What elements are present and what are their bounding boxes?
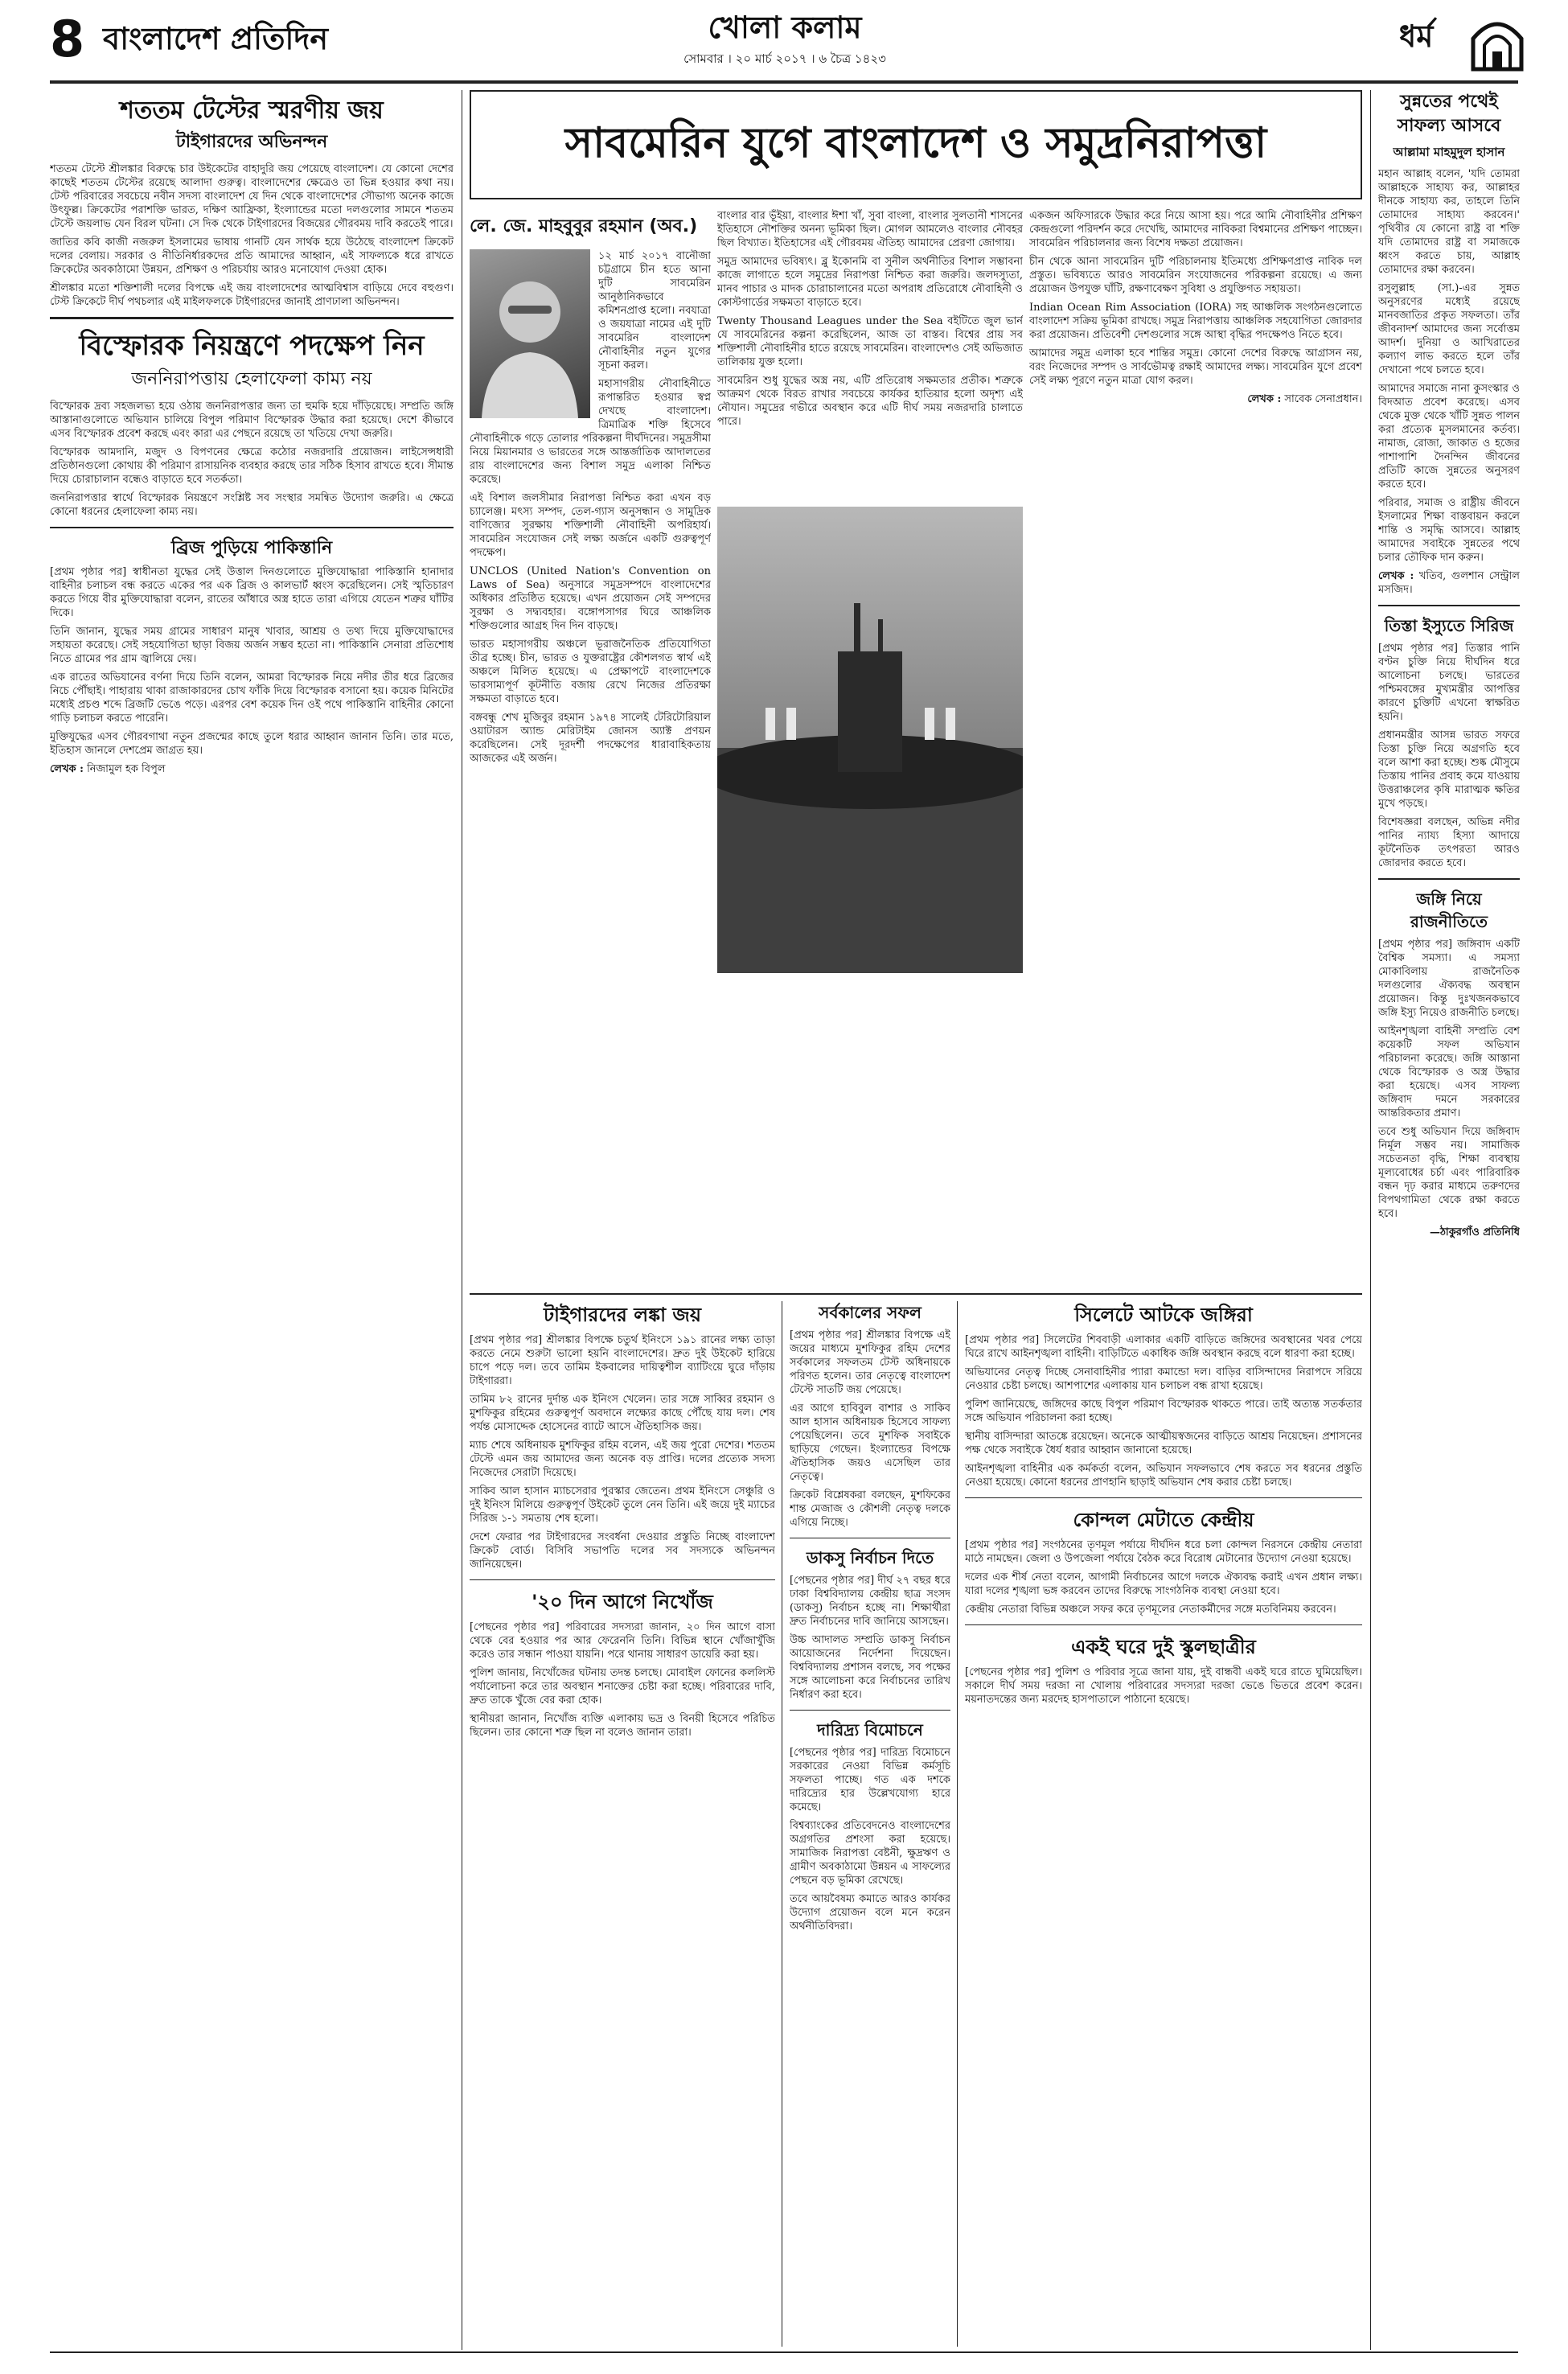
paragraph: [প্রথম পৃষ্ঠার পর] স্বাধীনতা যুদ্ধের সেই উত্তাল দিনগুলোতে মুক্তিযোদ্ধারা পাকিস্তানি হানাদার বাহিনীর চলাচল বন্ধ করতে একের পর এক ব্রিজ ও কালভার্ট ধ্বংস করেছিলেন। সেই স্মৃতিচারণ করতে গিয়ে বীর মুক্তিযোদ্ধারা বলেন, রাতের আঁধারে অস্ত্র হাতে তারা এগিয়ে যেতেন শত্রুর ঘাঁটির দিকে। [50,566,454,619]
paragraph: [পেছনের পৃষ্ঠার পর] দারিদ্র্য বিমোচনে সরকারের নেওয়া বিভিন্ন কর্মসূচি সফলতা পাচ্ছে। গত এক দশকে দারিদ্র্যের হার উল্লেখযোগ্য হারে কমেছে। [790,1747,950,1813]
credit-label: লেখক : [1378,570,1414,582]
bottom-col-a [470,1301,775,2347]
story-rule [1378,605,1520,606]
story-headline: একই ঘরে দুই স্কুলছাত্রীর [1071,1636,1256,1658]
paragraph: সাকিব আল হাসান ম্যাচসেরার পুরস্কার জেতেন। প্রথম ইনিংসে সেঞ্চুরি ও দুই ইনিংস মিলিয়ে গুরুত্বপূর্ণ উইকেট তুলে নেন তিনি। এই জয়ে দুই ম্যাচের সিরিজ ১-১ সমতায় শেষ হলো। [470,1485,775,1525]
story-headline: সিলেটে আটকে জঙ্গিরা [1074,1304,1253,1326]
paragraph: ভারত মহাসাগরীয় অঞ্চলে ভূরাজনৈতিক প্রতিযোগিতা তীব্র হচ্ছে। চীন, ভারত ও যুক্তরাষ্ট্রের কৌশলগত স্বার্থ এই অঞ্চলে মিলিত হয়েছে। এ প্রেক্ষাপটে বাংলাদেশকে ভারসাম্যপূর্ণ কূটনীতি বজায় রেখে নিজের প্রতিরক্ষা সক্ষমতা বাড়াতে হবে। [470,639,711,705]
paragraph: অভিযানের নেতৃত্ব দিচ্ছে সেনাবাহিনীর প্যারা কমান্ডো দল। বাড়ির বাসিন্দাদের নিরাপদে সরিয়ে নেওয়ার চেষ্টা চলছে। আশপাশের এলাকায় যান চলাচল বন্ধ রাখা হয়েছে। [965,1366,1362,1392]
paragraph: ক্রিকেট বিশ্লেষকরা বলছেন, মুশফিকের শান্ত মেজাজ ও কৌশলী নেতৃত্ব দলকে এগিয়ে নিচ্ছে। [790,1489,950,1529]
story-headline: সুন্নতের পথেই সাফল্য আসবে [1397,92,1501,136]
paragraph: আমাদের সমুদ্র এলাকা হবে শান্তির সমুদ্র। কোনো দেশের বিরুদ্ধে আগ্রাসন নয়, বরং নিজেদের সম্পদ ও সার্বভৌমত্ব রক্ষাই আমাদের লক্ষ্য। সাবমেরিন যুগে প্রবেশ সেই লক্ষ্য পূরণে নতুন মাত্রা যোগ করল। [1029,347,1362,387]
submarine-icon [717,507,1023,973]
paragraph: আইনশৃঙ্খলা বাহিনী সম্প্রতি বেশ কয়েকটি সফল অভিযান পরিচালনা করেছে। জঙ্গি আস্তানা থেকে বিস্ফোরক ও অস্ত্র উদ্ধার করা হয়েছে। এসব সাফল্য জঙ্গিবাদ দমনে সরকারের আন্তরিকতার প্রমাণ। [1378,1025,1520,1119]
story-headline: তিস্তা ইস্যুতে সিরিজ [1384,616,1514,635]
story-rule [50,317,454,319]
paragraph: জননিরাপত্তার স্বার্থে বিস্ফোরক নিয়ন্ত্রণে সংশ্লিষ্ট সব সংস্থার সমন্বিত উদ্যোগ জরুরি। এ ক্ষেত্রে কোনো ধরনের হেলাফেলা কাম্য নয়। [50,492,454,518]
story-headline: শততম টেস্টের স্মরণীয় জয় [120,97,384,125]
paragraph: UNCLOS (United Nation's Convention on Laws of Sea) অনুসারে সমুদ্রসম্পদে বাংলাদেশের অধিকার প্রতিষ্ঠিত হয়েছে। এখন প্রয়োজন সেই সম্পদের সুরক্ষা ও সদ্ব্যবহার। বঙ্গোপসাগর ঘিরে আঞ্চলিক শক্তিগুলোর আগ্রহ দিন দিন বাড়ছে। [470,565,711,632]
paragraph: রসুলুল্লাহ (সা.)-এর সুন্নত অনুসরণের মধ্যেই রয়েছে মানবজাতির প্রকৃত সফলতা। তাঁর জীবনাদর্শ আমাদের জন্য সর্বোত্তম আদর্শ। দুনিয়া ও আখিরাতের কল্যাণ লাভ করতে হলে তাঁর দেখানো পথে চলতে হবে। [1378,282,1520,376]
paragraph: [পেছনের পৃষ্ঠার পর] দীর্ঘ ২৭ বছর ধরে ঢাকা বিশ্ববিদ্যালয় কেন্দ্রীয় ছাত্র সংসদ (ডাকসু) নির্বাচন হচ্ছে না। শিক্ষার্থীরা দ্রুত নির্বাচনের দাবি জানিয়ে আসছেন। [790,1575,950,1628]
paragraph: শ্রীলঙ্কার মতো শক্তিশালী দলের বিপক্ষে এই জয় বাংলাদেশের আত্মবিশ্বাস বাড়িয়ে দেবে বহুগুণ। টেস্ট ক্রিকেটে দীর্ঘ পথচলার এই মাইলফলকে টাইগারদের জানাই প্রাণঢালা অভিনন্দন। [50,282,454,308]
paragraph: পুলিশ জানিয়েছে, জঙ্গিদের কাছে বিপুল পরিমাণ বিস্ফোরক থাকতে পারে। তাই অত্যন্ত সতর্কতার সঙ্গে অভিযান পরিচালনা করা হচ্ছে। [965,1399,1362,1424]
paragraph: কেন্দ্রীয় নেতারা বিভিন্ন অঞ্চলে সফর করে তৃণমূলের নেতাকর্মীদের সঙ্গে মতবিনিময় করবেন। [965,1604,1336,1616]
main-col-3 [1029,209,1362,1287]
paragraph: বিস্ফোরক দ্রব্য সহজলভ্য হয়ে ওঠায় জননিরাপত্তার জন্য তা হুমকি হয়ে দাঁড়িয়েছে। সম্প্রতি জঙ্গি আস্তানাগুলোতে অভিযান চালিয়ে বিপুল পরিমাণ বিস্ফোরক উদ্ধার করা হয়েছে। দেশে কীভাবে এসব বিস্ফোরক প্রবেশ করছে এবং কারা এর পেছনে রয়েছে তা খতিয়ে দেখা জরুরি। [50,400,454,440]
paragraph: ম্যাচ শেষে অধিনায়ক মুশফিকুর রহিম বলেন, এই জয় পুরো দেশের। শততম টেস্টে এমন জয় আমাদের জন্য অনেক বড় প্রাপ্তি। দলের প্রত্যেক সদস্য নিজেদের সেরাটা দিয়েছে। [470,1440,775,1479]
credit-text: খতিব, গুলশান সেন্ট্রাল মসজিদ। [1378,570,1520,596]
story-rule [1378,878,1520,880]
credit-text: সাবেক সেনাপ্রধান। [1284,393,1362,405]
paragraph: মহান আল্লাহ বলেন, 'যদি তোমরা আল্লাহকে সাহায্য কর, আল্লাহর দীনকে সাহায্য কর, তাহলে তিনি তোমাদের সাহায্য করবেন।' পৃথিবীর যে কোনো রাষ্ট্র বা শক্তি যদি তোমাদের রাষ্ট্র বা সমাজকে ধ্বংস করতে চায়, আল্লাহ তোমাদের রক্ষা করবেন। [1378,168,1520,276]
paragraph: সাবমেরিন শুধু যুদ্ধের অস্ত্র নয়, এটি প্রতিরোধ সক্ষমতার প্রতীক। শত্রুকে আক্রমণ থেকে বিরত রাখার সবচেয়ে কার্যকর হাতিয়ার হলো অদৃশ্য এই নৌযান। সমুদ্রের গভীরে অবস্থান করে এটি দীর্ঘ সময় নজরদারি চালাতে পারে। [717,375,1023,428]
paragraph: আইনশৃঙ্খলা বাহিনীর এক কর্মকর্তা বলেন, অভিযান সফলভাবে শেষ করতে সব ধরনের প্রস্তুতি নেওয়া হয়েছে। কোনো ধরনের প্রাণহানি ছাড়াই অভিযান শেষ করার চেষ্টা চলছে। [965,1463,1362,1489]
story-rule [965,1497,1362,1498]
main-col-2-lower [717,980,1023,1287]
paragraph: চীন থেকে আনা সাবমেরিন দুটি পরিচালনায় ইতিমধ্যে প্রশিক্ষণপ্রাপ্ত নাবিক দল প্রস্তুত। ভবিষ্যতে আরও সাবমেরিন সংযোজনের পরিকল্পনা রয়েছে। এ জন্য প্রয়োজন উপযুক্ত ঘাঁটি, রক্ষণাবেক্ষণ সুবিধা ও প্রযুক্তিগত সহায়তা। [1029,256,1362,295]
author-name: আল্লামা মাহমুদুল হাসান [1393,145,1505,159]
paragraph: ১২ মার্চ ২০১৭ বানৌজা চট্টগ্রামে চীন হতে আনা দুটি সাবমেরিন আনুষ্ঠানিকভাবে কমিশনপ্রাপ্ত হলো। নবযাত্রা ও জয়যাত্রা নামের এই দুটি সাবমেরিন বাংলাদেশ নৌবাহিনীর নতুন যুগের সূচনা করল। [598,250,711,372]
story-rule [790,1710,950,1711]
story-headline: ব্রিজ পুড়িয়ে পাকিস্তানি [170,538,333,558]
bottom-col-b [790,1301,950,2347]
story-subhead: জননিরাপত্তায় হেলাফেলা কাম্য নয় [131,369,372,389]
author-portrait [470,249,590,418]
section-rule [470,1293,1362,1295]
author-credit [1029,392,1362,406]
story-headline: ডাকসু নির্বাচন দিতে [806,1548,934,1567]
paragraph: তবে আয়বৈষম্য কমাতে আরও কার্যকর উদ্যোগ প্রয়োজন বলে মনে করেন অর্থনীতিবিদরা। [790,1893,950,1932]
date-line: সোমবার । ২০ মার্চ ২০১৭ । ৬ চৈত্র ১৪২৩ [683,51,886,66]
paragraph: পরিবার, সমাজ ও রাষ্ট্রীয় জীবনে ইসলামের শিক্ষা বাস্তবায়ন করলে শান্তি ও সমৃদ্ধি আসবে। আল্লাহ আমাদের সবাইকে সুন্নতের পথে চলার তৌফিক দান করুন। [1378,497,1520,564]
left-column [50,90,454,2350]
paragraph: তিনি জানান, যুদ্ধের সময় গ্রামের সাধারণ মানুষ খাবার, আশ্রয় ও তথ্য দিয়ে মুক্তিযোদ্ধাদের সহায়তা করেছে। সেই সহযোগিতা ছাড়া বিজয় অর্জন সম্ভব হতো না। পাকিস্তানি সেনারা প্রতিশোধ নিতে গ্রামের পর গ্রাম জ্বালিয়ে দেয়। [50,626,454,665]
paragraph: [প্রথম পৃষ্ঠার পর] তিস্তার পানি বণ্টন চুক্তি নিয়ে দীর্ঘদিন ধরে আলোচনা চলছে। ভারতের পশ্চিমবঙ্গের মুখ্যমন্ত্রীর আপত্তির কারণে চুক্তিটি এখনো স্বাক্ষরিত হয়নি। [1378,643,1520,723]
paragraph: Indian Ocean Rim Association (IORA) সহ আঞ্চলিক সংগঠনগুলোতে বাংলাদেশ সক্রিয় ভূমিকা রাখছে। সমুদ্র নিরাপত্তায় আঞ্চলিক সহযোগিতা জোরদার করা প্রয়োজন। প্রতিবেশী দেশগুলোর সঙ্গে আস্থা বৃদ্ধির পদক্ষেপও নিতে হবে। [1029,302,1362,341]
right-section-name: ধর্ম [1399,18,1434,54]
paper-name: বাংলাদেশ প্রতিদিন [103,21,329,56]
credit-label: লেখক : [50,763,84,775]
column-divider [1370,90,1371,2350]
paragraph: স্থানীয়রা জানান, নিখোঁজ ব্যক্তি এলাকায় ভদ্র ও বিনয়ী হিসেবে পরিচিত ছিলেন। তার কোনো শত্রু ছিল না বলেও জানান তারা। [470,1713,775,1739]
paragraph: পুলিশ জানায়, নিখোঁজের ঘটনায় তদন্ত চলছে। মোবাইল ফোনের কললিস্ট পর্যালোচনা করে তার অবস্থান শনাক্তের চেষ্টা করা হচ্ছে। পরিবারের দাবি, দ্রুত তাকে খুঁজে বের করা হোক। [470,1667,775,1707]
paragraph: বাংলার বার ভূঁইয়া, বাংলার ঈশা খাঁ, সুবা বাংলা, বাংলার সুলতানী শাসনের ইতিহাসে নৌশক্তির অনন্য ভূমিকা ছিল। মোগল আমলেও বাংলার নৌবহর ছিল বিখ্যাত। ইতিহাসের এই গৌরবময় ঐতিহ্য আমাদের প্রেরণা জোগায়। [717,210,1023,249]
bottom-col-c [965,1301,1362,2347]
author-credit: —ঠাকুরগাঁও প্রতিনিধি [1429,1226,1520,1238]
paragraph: [প্রথম পৃষ্ঠার পর] সংগঠনের তৃণমূল পর্যায়ে দীর্ঘদিন ধরে চলা কোন্দল নিরসনে কেন্দ্রীয় নেতারা মাঠে নামছেন। জেলা ও উপজেলা পর্যায়ে বৈঠক করে বিরোধ মেটানোর উদ্যোগ নেওয়া হয়েছে। [965,1539,1362,1565]
paragraph: দলের এক শীর্ষ নেতা বলেন, আগামী নির্বাচনের আগে দলকে ঐক্যবদ্ধ করাই এখন প্রধান লক্ষ্য। যারা দলের শৃঙ্খলা ভঙ্গ করবেন তাদের বিরুদ্ধে সাংগঠনিক ব্যবস্থা নেওয়া হবে। [965,1571,1362,1597]
paragraph: সমুদ্র আমাদের ভবিষ্যৎ। ব্লু ইকোনমি বা সুনীল অর্থনীতির বিশাল সম্ভাবনা কাজে লাগাতে হলে সমুদ্রের নিরাপত্তা নিশ্চিত করা জরুরি। জলদস্যুতা, মানব পাচার ও মাদক চোরাচালানের মতো অপরাধ প্রতিরোধে নৌবাহিনী ও কোস্টগার্ডের সক্ষমতা বাড়াতে হবে। [717,256,1023,309]
story-headline: '২০ দিন আগে নিখোঁজ [532,1591,713,1613]
byline: লে. জে. মাহবুবুর রহমান (অব.) [470,216,698,236]
story-subhead: টাইগারদের অভিনন্দন [175,132,328,152]
paragraph: জাতির কবি কাজী নজরুল ইসলামের ভাষায় গানটি যেন সার্থক হয়ে উঠেছে বাংলাদেশ ক্রিকেট দলের বেলায়। সরকার ও নীতিনির্ধারকদের প্রতি আমাদের আহ্বান, এই সাফল্যকে ধরে রাখতে ক্রিকেটের অবকাঠামো উন্নয়ন, প্রশিক্ষণ ও পরিচর্যায় আরও মনোযোগ দেওয়া হোক। [50,236,454,276]
footer-rule [50,2351,1518,2353]
story-headline: বিস্ফোরক নিয়ন্ত্রণে পদক্ষেপ নিন [79,330,425,362]
page-number: 8 [50,10,85,68]
right-column [1378,90,1520,2350]
paragraph: আমাদের সমাজে নানা কুসংস্কার ও বিদআত প্রবেশ করেছে। এসব থেকে মুক্ত থেকে খাঁটি সুন্নত পালন করা প্রত্যেক মুসলমানের কর্তব্য। নামাজ, রোজা, জাকাত ও হজের পাশাপাশি দৈনন্দিন জীবনের প্রতিটি কাজে সুন্নতের অনুসরণ করতে হবে। [1378,383,1520,491]
section-title: খোলা কলাম [708,10,862,45]
paragraph: দেশে ফেরার পর টাইগারদের সংবর্ধনা দেওয়ার প্রস্তুতি নিচ্ছে বাংলাদেশ ক্রিকেট বোর্ড। বিসিবি সভাপতি দলের সব সদস্যকে অভিনন্দন জানিয়েছেন। [470,1531,775,1571]
paragraph: Twenty Thousand Leagues under the Sea বইটিতে জুল ভার্ন যে সাবমেরিনের কল্পনা করেছিলেন, আজ তা বাস্তব। বিশ্বের প্রায় সব শক্তিশালী নৌবাহিনীর হাতে রয়েছে সাবমেরিন। বাংলাদেশও সেই অভিজাত তালিকায় যুক্ত হলো। [717,315,1023,368]
main-headline: সাবমেরিন যুগে বাংলাদেশ ও সমুদ্রনিরাপত্তা [564,119,1267,167]
masthead [0,0,1568,84]
person-icon [470,249,590,418]
paragraph: তামিম ৮২ রানের দুর্দান্ত এক ইনিংস খেলেন। তার সঙ্গে সাব্বির রহমান ও মুশফিকুর রহিমের গুরুত্বপূর্ণ অবদানে লক্ষ্যের কাছে পৌঁছে যায় দল। শেষ পর্যন্ত মোসাদ্দেক হোসেনের ব্যাটে আসে ঐতিহাসিক জয়। [470,1394,775,1433]
story-rule [965,1624,1362,1625]
paragraph: এই বিশাল জলসীমার নিরাপত্তা নিশ্চিত করা এখন বড় চ্যালেঞ্জ। মৎস্য সম্পদ, তেল-গ্যাস অনুসন্ধান ও সামুদ্রিক বাণিজ্যের সুরক্ষায় শক্তিশালী নৌবাহিনী অপরিহার্য। সাবমেরিন সংযোজন সেই লক্ষ্য অর্জনে একটি গুরুত্বপূর্ণ পদক্ষেপ। [470,492,711,559]
paragraph: তবে শুধু অভিযান দিয়ে জঙ্গিবাদ নির্মূল সম্ভব নয়। সামাজিক সচেতনতা বৃদ্ধি, শিক্ষা ব্যবস্থায় মূল্যবোধের চর্চা এবং পারিবারিক বন্ধন দৃঢ় করার মাধ্যমে তরুণদের বিপথগামিতা থেকে রক্ষা করতে হবে। [1378,1126,1520,1220]
paragraph: বিশেষজ্ঞরা বলছেন, অভিন্ন নদীর পানির ন্যায্য হিস্যা আদায়ে কূটনৈতিক তৎপরতা আরও জোরদার করতে হবে। [1378,816,1520,869]
story-headline: দারিদ্র্য বিমোচনে [817,1720,923,1739]
paragraph: [প্রথম পৃষ্ঠার পর] সিলেটের শিববাড়ী এলাকার একটি বাড়িতে জঙ্গিদের অবস্থানের খবর পেয়ে ঘিরে রাখে আইনশৃঙ্খলা বাহিনী। বাড়িটিতে একাধিক জঙ্গি অবস্থান করছে বলে ধারণা করা হচ্ছে। [965,1334,1362,1360]
paragraph: শততম টেস্টে শ্রীলঙ্কার বিরুদ্ধে চার উইকেটের বাহাদুরি জয় পেয়েছে বাংলাদেশ। যে কোনো দেশের কাছেই শততম টেস্টের রয়েছে আলাদা গুরুত্ব। বাংলাদেশের ক্ষেত্রেও তা ভিন্ন হওয়ার কথা নয়। টেস্ট পরিবারের সবচেয়ে নবীন সদস্য বাংলাদেশ যে দিন থেকে বাংলাদেশের সৌভাগ্য অনেক কাজে উৎফুল্ল। ক্রিকেটের পরাশক্তি ভারত, দক্ষিণ আফ্রিকা, ইংল্যান্ডের মতো দলগুলোর সামনে শততম টেস্টে জয়লাভ যেন বিরল ঘটনা। সে দিক থেকে টাইগারদের বিজয়ের গৌরবময় দাবি করতেই পারে। [50,163,454,230]
paragraph: মহাসাগরীয় নৌবাহিনীতে রূপান্তরিত হওয়ার স্বপ্ন দেখছে বাংলাদেশ। ত্রিমাত্রিক শক্তি হিসেবে নৌবাহিনীকে গড়ে তোলার পরিকল্পনা দীর্ঘদিনের। সমুদ্রসীমা নিয়ে মিয়ানমার ও ভারতের সঙ্গে আন্তর্জাতিক আদালতের রায় বাংলাদেশের জন্য বিশাল সমুদ্র এলাকা নিশ্চিত করেছে। [470,378,711,486]
story-rule [470,1579,775,1580]
paragraph: [পেছনের পৃষ্ঠার পর] পুলিশ ও পরিবার সূত্রে জানা যায়, দুই বান্ধবী একই ঘরে রাতে ঘুমিয়েছিল। সকালে দীর্ঘ সময় দরজা না খোলায় পরিবারের সদস্যরা দরজা ভেঙে ভিতরে প্রবেশ করেন। ময়নাতদন্তের জন্য মরদেহ হাসপাতালে পাঠানো হয়েছে। [965,1666,1362,1706]
author-credit [50,762,454,776]
column-divider [957,1301,958,2347]
masthead-rule [50,80,1518,84]
paragraph: মুক্তিযুদ্ধের এসব গৌরবগাথা নতুন প্রজন্মের কাছে তুলে ধরার আহ্বান জানান তিনি। তার মতে, ইতিহাস জানলে দেশপ্রেম জাগ্রত হয়। [50,731,454,757]
paragraph: একজন অফিসারকে উদ্ধার করে নিয়ে আসা হয়। পরে আমি নৌবাহিনীর প্রশিক্ষণ কেন্দ্রগুলো পরিদর্শন করে দেখেছি, আমাদের নাবিকরা বিশ্বমানের প্রশিক্ষণ পাচ্ছেন। সাবমেরিন পরিচালনার জন্য বিশেষ দক্ষতা প্রয়োজন। [1029,210,1362,249]
paragraph: বিশ্বব্যাংকের প্রতিবেদনেও বাংলাদেশের অগ্রগতির প্রশংসা করা হয়েছে। সামাজিক নিরাপত্তা বেষ্টনী, ক্ষুদ্রঋণ ও গ্রামীণ অবকাঠামো উন্নয়ন এ সাফল্যের পেছনে বড় ভূমিকা রেখেছে। [790,1820,950,1887]
paragraph: [প্রথম পৃষ্ঠার পর] জঙ্গিবাদ একটি বৈশ্বিক সমস্যা। এ সমস্যা মোকাবিলায় রাজনৈতিক দলগুলোর ঐক্যবদ্ধ অবস্থান প্রয়োজন। কিন্তু দুঃখজনকভাবে জঙ্গি ইস্যু নিয়েও রাজনীতি চলছে। [1378,939,1520,1019]
main-col-1 [470,209,711,1287]
paragraph: বঙ্গবন্ধু শেখ মুজিবুর রহমান ১৯৭৪ সালেই টেরিটোরিয়াল ওয়াটারস অ্যান্ড মেরিটাইম জোনস অ্যাক্ট প্রণয়ন করেছিলেন। সেই দূরদর্শী পদক্ষেপের ধারাবাহিকতায় আজকের এই অর্জন। [470,712,711,765]
story-headline: কোন্দল মেটাতে কেন্দ্রীয় [1073,1509,1254,1531]
paragraph: উচ্চ আদালত সম্প্রতি ডাকসু নির্বাচন আয়োজনের নির্দেশনা দিয়েছেন। বিশ্ববিদ্যালয় প্রশাসন বলছে, সব পক্ষের সঙ্গে আলোচনা করে নির্বাচনের তারিখ নির্ধারণ করা হবে। [790,1634,950,1701]
main-headline-box [470,90,1362,199]
credit-label: লেখক : [1247,393,1282,405]
submarine-photo [717,507,1023,973]
mosque-icon [1465,8,1529,72]
paragraph: [প্রথম পৃষ্ঠার পর] শ্রীলঙ্কার বিপক্ষে এই জয়ের মাধ্যমে মুশফিকুর রহিম দেশের সর্বকালের সফলতম টেস্ট অধিনায়কে পরিণত হলেন। তার নেতৃত্বে বাংলাদেশ টেস্টে সাতটি জয় পেয়েছে। [790,1329,950,1396]
author-credit [1378,569,1520,597]
paragraph: বিস্ফোরক আমদানি, মজুদ ও বিপণনের ক্ষেত্রে কঠোর নজরদারি প্রয়োজন। লাইসেন্সধারী প্রতিষ্ঠানগুলো কোথায় কী পরিমাণ রাসায়নিক ব্যবহার করছে তার সঠিক হিসাব রাখতে হবে। সীমান্ত দিয়ে চোরাচালান বন্ধেও বাড়াতে হবে সতর্কতা। [50,446,454,486]
credit-text: নিজামুল হক বিপুল [87,763,166,775]
paragraph: এক রাতের অভিযানের বর্ণনা দিয়ে তিনি বলেন, আমরা বিস্ফোরক নিয়ে নদীর তীর ধরে ব্রিজের নিচে পৌঁছাই। পাহারায় থাকা রাজাকারদের চোখ ফাঁকি দিয়ে বিস্ফোরক বসানো হয়। কয়েক মিনিটের মধ্যেই প্রচণ্ড শব্দে ব্রিজটি ভেঙে পড়ে। এরপর বেশ কয়েক দিন ওই পথে পাকিস্তানি বাহিনীর কোনো গাড়ি চলাচল করতে পারেনি। [50,672,454,725]
story-headline: সর্বকালের সফল [819,1303,922,1322]
story-headline: জঙ্গি নিয়ে রাজনীতিতে [1410,889,1488,931]
paragraph: স্থানীয় বাসিন্দারা আতঙ্কে রয়েছেন। অনেকে আত্মীয়স্বজনের বাড়িতে আশ্রয় নিয়েছেন। প্রশাসনের পক্ষ থেকে সবাইকে ধৈর্য ধরার আহ্বান জানানো হয়েছে। [965,1431,1362,1456]
paragraph: এর আগে হাবিবুল বাশার ও সাকিব আল হাসান অধিনায়ক হিসেবে সাফল্য পেয়েছিলেন। তবে মুশফিক সবাইকে ছাড়িয়ে গেছেন। ইংল্যান্ডের বিপক্ষে ঐতিহাসিক জয়ও এসেছিল তার নেতৃত্বে। [790,1403,950,1483]
paragraph: প্রধানমন্ত্রীর আসন্ন ভারত সফরে তিস্তা চুক্তি নিয়ে অগ্রগতি হবে বলে আশা করা হচ্ছে। শুষ্ক মৌসুমে তিস্তায় পানির প্রবাহ কমে যাওয়ায় উত্তরাঞ্চলের কৃষি মারাত্মক ক্ষতির মুখে পড়ছে। [1378,729,1520,810]
paragraph: [প্রথম পৃষ্ঠার পর] শ্রীলঙ্কার বিপক্ষে চতুর্থ ইনিংসে ১৯১ রানের লক্ষ্য তাড়া করতে নেমে শুরুটা ভালো হয়নি বাংলাদেশের। দ্রুত দুই উইকেট হারিয়ে চাপে পড়ে দল। তবে তামিম ইকবালের দায়িত্বশীল ব্যাটিংয়ে ঘুরে দাঁড়ায় টাইগাররা। [470,1334,775,1387]
story-rule [50,527,454,528]
paragraph: [পেছনের পৃষ্ঠার পর] পরিবারের সদস্যরা জানান, ২০ দিন আগে বাসা থেকে বের হওয়ার পর আর ফেরেননি তিনি। বিভিন্ন স্থানে খোঁজাখুঁজি করেও তার সন্ধান পাওয়া যায়নি। পরে থানায় সাধারণ ডায়েরি করা হয়। [470,1621,775,1661]
story-headline: টাইগারদের লঙ্কা জয় [543,1304,702,1326]
